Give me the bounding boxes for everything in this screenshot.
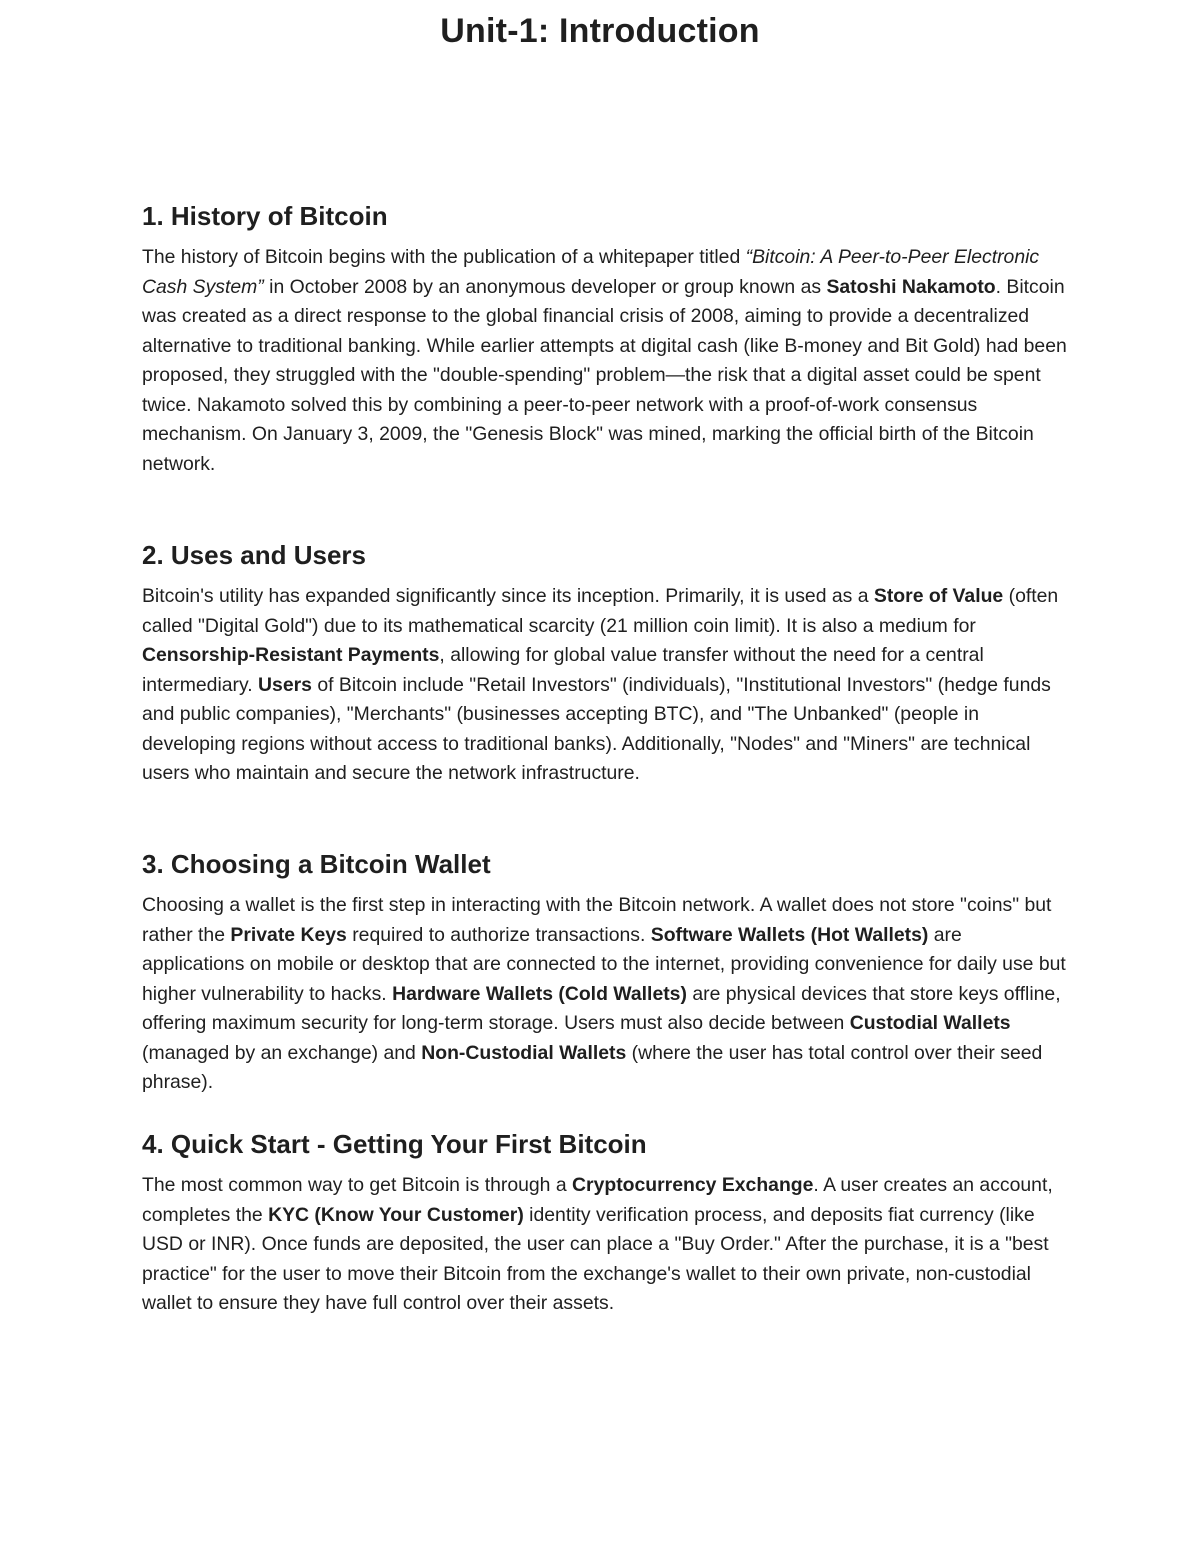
text-run: in October 2008 by an anonymous developer or group known as [263,275,827,298]
section-paragraph [142,891,1067,1098]
text-run: (managed by an exchange) and [142,1041,422,1064]
section-heading: 2. Uses and Users [142,540,367,570]
italic-title: “Bitcoin: A Peer-to-Peer Electronic Cash System” [142,246,1040,298]
section-heading: 3. Choosing a Bitcoin Wallet [142,849,491,879]
text-run: required to authorize transactions. [346,923,651,946]
text-run: Bitcoin's utility has expanded significantly since its inception. Primarily, it is used as a [142,585,874,607]
text-run: are physical devices that store keys offline, offering maximum security for long-term storage. Users must also decide between [142,982,1061,1034]
page-title: Unit-1: Introduction [440,12,760,50]
section-quick-start [142,1127,1067,1319]
section-paragraph [142,243,1067,479]
bold-term: Software Wallets (Hot Wallets) [650,923,929,946]
section-heading: 4. Quick Start - Getting Your First Bitcoin [142,1129,647,1159]
bold-term: Satoshi Nakamoto [826,275,996,298]
bold-term: Non-Custodial Wallets [421,1041,627,1064]
section-heading: 1. History of Bitcoin [142,201,388,231]
text-run: Choosing a wallet is the first step in interacting with the Bitcoin network. A wallet does not store "coins" but rather the [142,894,1052,946]
text-run: The most common way to get Bitcoin is through a [142,1174,573,1196]
bold-term: Users [258,673,312,696]
bold-term: Custodial Wallets [849,1012,1011,1034]
bold-term: Cryptocurrency Exchange [572,1174,814,1196]
section-choosing-wallet [142,847,1067,1098]
section-history [142,199,1067,479]
text-run: identity verification process, and deposits fiat currency (like USD or INR). Once funds are deposited, the user can place a "Buy Order." After the purchase, it is a "best practice" for the user to move their Bitcoin from the exchange's wallet to their own private, non-custodial wallet to ensure they have full control over their assets. [142,1203,1049,1314]
text-run: . A user creates an account, completes the [142,1174,1053,1226]
text-run: of Bitcoin include "Retail Investors" (individuals), "Institutional Investors" (hedge funds and public companies), "Merchants" (businesses accepting BTC), and "The Unbanked" (people in developing regions without access to traditional banks). Additionally, "Nodes" and "Miners" are technical users who maintain and secure the network infrastructure. [142,673,1051,784]
bold-term: Censorship-Resistant Payments [142,644,440,666]
text-run: , allowing for global value transfer without the need for a central intermediary. [142,644,984,696]
section-paragraph [142,582,1067,789]
text-run: (often called "Digital Gold") due to its mathematical scarcity (21 million coin limit). It is also a medium for [142,585,1059,637]
text-run: The history of Bitcoin begins with the publication of a whitepaper titled [142,246,746,268]
section-uses-and-users [142,538,1067,789]
bold-term: Private Keys [230,923,347,946]
text-run: (where the user has total control over their seed phrase). [142,1041,1043,1093]
bold-term: Hardware Wallets (Cold Wallets) [392,982,687,1005]
text-run: . Bitcoin was created as a direct response to the global financial crisis of 2008, aiming to provide a decentralized alternative to traditional banking. While earlier attempts at digital cash (like B-money and Bit Gold) had been proposed, they struggled with the "double-spending" problem—the risk that a digital asset could be spent twice. Nakamoto solved this by combining a peer-to-peer network with a proof-of-work consensus mechanism. On January 3, 2009, the "Genesis Block" was mined, marking the official birth of the Bitcoin network. [142,275,1067,475]
text-run: are applications on mobile or desktop that are connected to the internet, providing convenience for daily use but higher vulnerability to hacks. [142,923,1066,1005]
section-paragraph [142,1171,1067,1319]
bold-term: KYC (Know Your Customer) [268,1203,524,1226]
bold-term: Store of Value [873,585,1004,607]
